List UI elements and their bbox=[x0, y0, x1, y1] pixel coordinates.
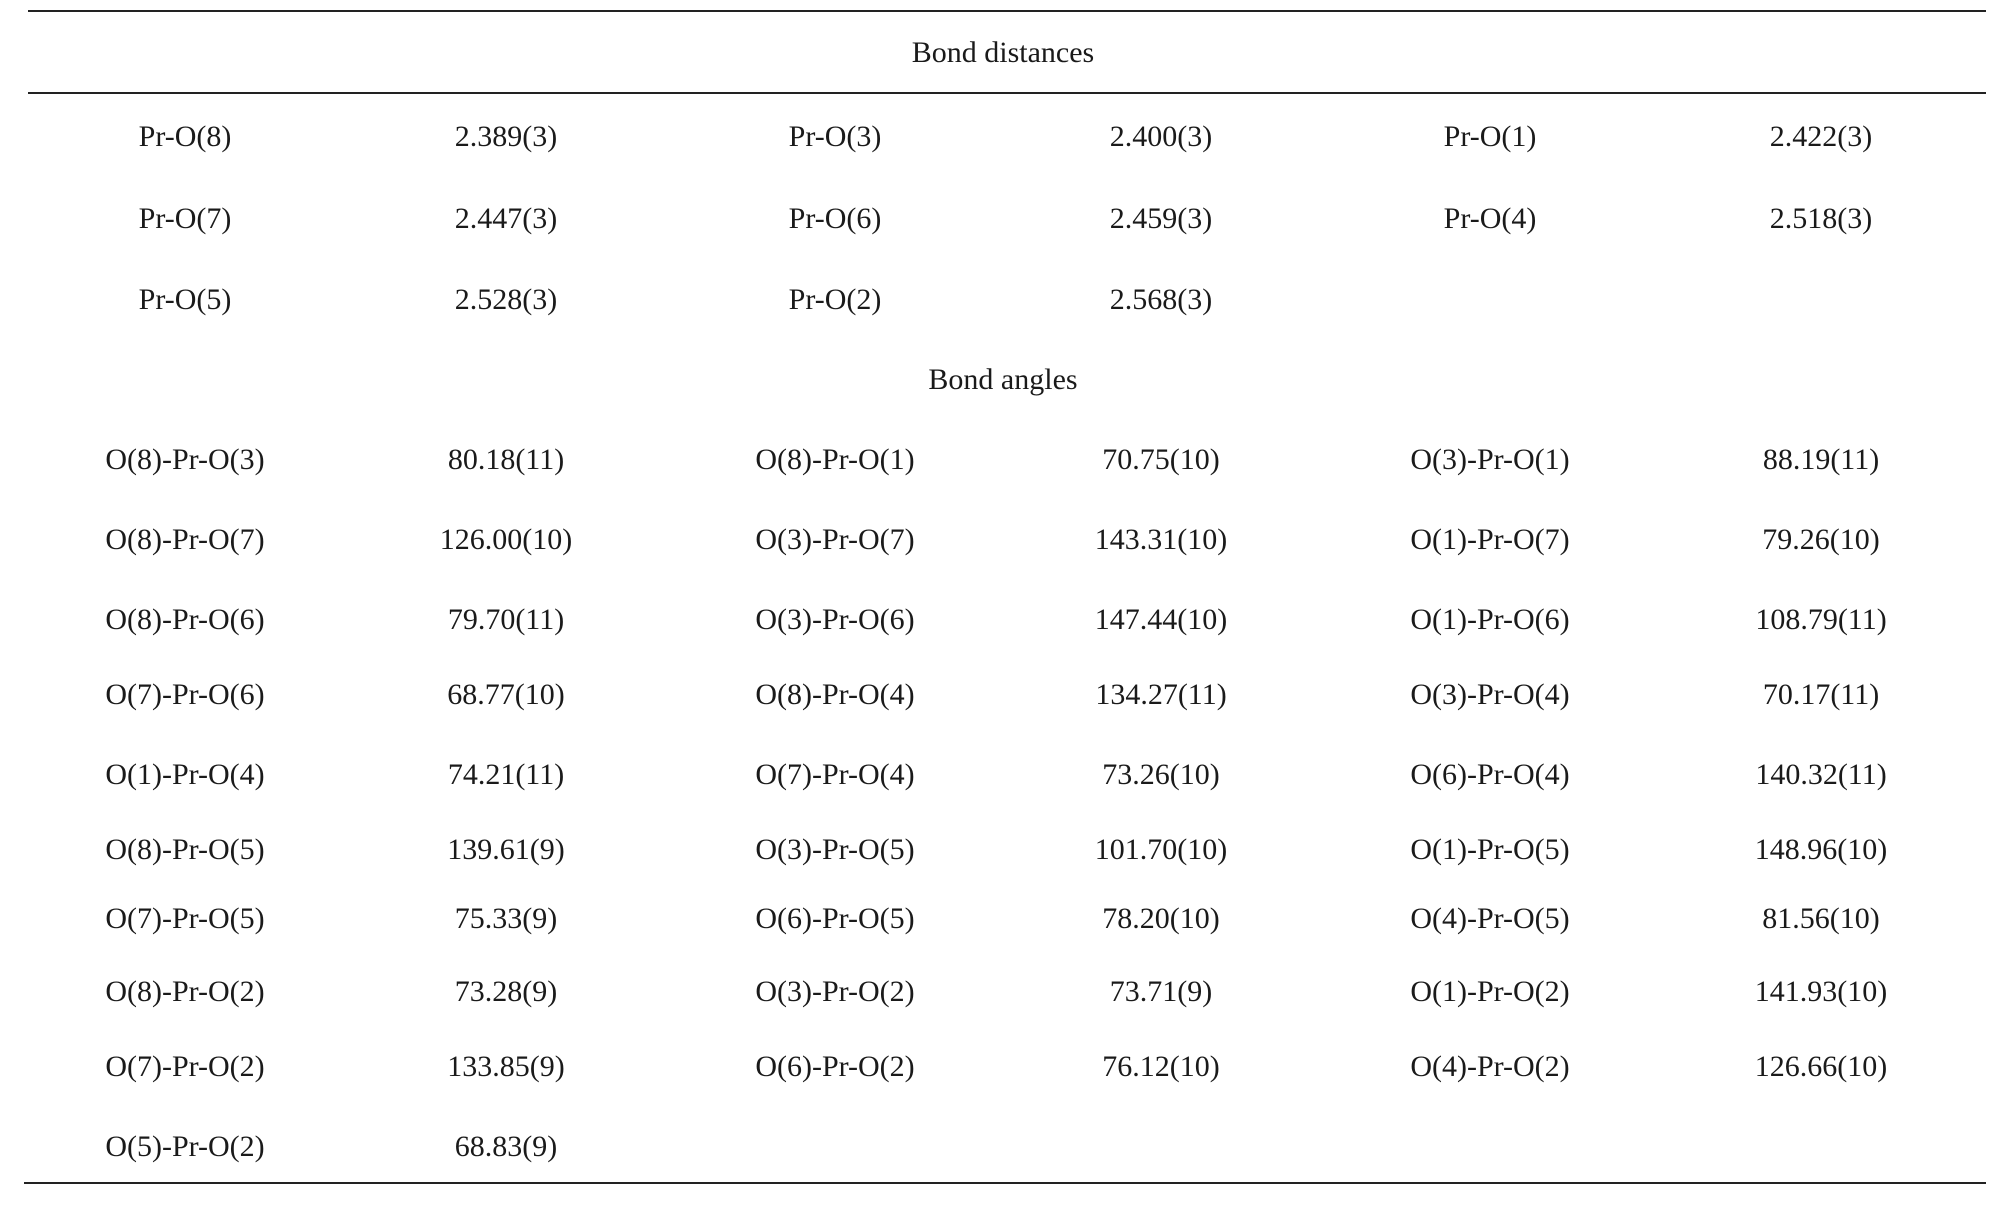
bond-angle-row bbox=[0, 600, 2006, 640]
bond-angle-value: 76.12(10) bbox=[1102, 1050, 1220, 1083]
bond-angle-value: 73.28(9) bbox=[454, 975, 558, 1008]
bond-distance-label: Pr-O(4) bbox=[1443, 202, 1537, 235]
bond-angle-label: O(1)-Pr-O(4) bbox=[105, 758, 265, 791]
bond-angle-row bbox=[0, 440, 2006, 480]
bond-angle-value: 134.27(11) bbox=[1095, 678, 1227, 711]
bond-angle-label: O(8)-Pr-O(3) bbox=[105, 443, 265, 476]
bond-angle-value: 68.83(9) bbox=[454, 1130, 558, 1163]
bond-angle-label: O(6)-Pr-O(4) bbox=[1410, 758, 1570, 791]
bond-distance-value: 2.389(3) bbox=[454, 120, 558, 153]
bond-angle-label: O(8)-Pr-O(5) bbox=[105, 833, 265, 866]
bond-angle-row bbox=[0, 675, 2006, 715]
bond-distance-label: Pr-O(1) bbox=[1443, 120, 1537, 153]
bond-angle-row bbox=[0, 1047, 2006, 1087]
bond-angle-label: O(6)-Pr-O(5) bbox=[755, 902, 915, 935]
bond-angle-row bbox=[0, 972, 2006, 1012]
bond-distances-heading: Bond distances bbox=[911, 36, 1095, 69]
bond-angle-label: O(6)-Pr-O(2) bbox=[755, 1050, 915, 1083]
bond-angle-label: O(8)-Pr-O(2) bbox=[105, 975, 265, 1008]
bond-angle-row bbox=[0, 755, 2006, 795]
bond-distance-row bbox=[0, 199, 2006, 239]
bond-angle-label: O(4)-Pr-O(2) bbox=[1410, 1050, 1570, 1083]
bond-angle-value: 88.19(11) bbox=[1762, 443, 1880, 476]
table-bottom-rule bbox=[24, 1182, 1986, 1184]
bond-angle-row bbox=[0, 830, 2006, 870]
bond-distance-value: 2.568(3) bbox=[1109, 283, 1213, 316]
bond-angle-label: O(8)-Pr-O(1) bbox=[755, 443, 915, 476]
bond-angle-value: 80.18(11) bbox=[447, 443, 565, 476]
bond-angle-label: O(7)-Pr-O(6) bbox=[105, 678, 265, 711]
bond-distance-value: 2.528(3) bbox=[454, 283, 558, 316]
bond-distance-value: 2.447(3) bbox=[454, 202, 558, 235]
bond-angle-row bbox=[0, 899, 2006, 939]
bond-angle-value: 73.26(10) bbox=[1102, 758, 1220, 791]
bond-angle-value: 143.31(10) bbox=[1094, 523, 1228, 556]
bond-angle-label: O(7)-Pr-O(4) bbox=[755, 758, 915, 791]
bond-angle-row bbox=[0, 520, 2006, 560]
bond-angle-label: O(3)-Pr-O(5) bbox=[755, 833, 915, 866]
bond-angle-value: 133.85(9) bbox=[447, 1050, 565, 1083]
bond-angle-row bbox=[0, 1127, 2006, 1167]
bond-angle-label: O(3)-Pr-O(2) bbox=[755, 975, 915, 1008]
bond-angle-label: O(1)-Pr-O(2) bbox=[1410, 975, 1570, 1008]
bond-angle-value: 147.44(10) bbox=[1094, 603, 1228, 636]
bond-distance-row bbox=[0, 280, 2006, 320]
bond-angle-value: 141.93(10) bbox=[1754, 975, 1888, 1008]
table-header-rule bbox=[28, 92, 1986, 94]
bond-distance-value: 2.422(3) bbox=[1769, 120, 1873, 153]
bond-angle-label: O(8)-Pr-O(4) bbox=[755, 678, 915, 711]
bond-angle-label: O(5)-Pr-O(2) bbox=[105, 1130, 265, 1163]
bond-angle-label: O(3)-Pr-O(4) bbox=[1410, 678, 1570, 711]
bond-angle-value: 78.20(10) bbox=[1102, 902, 1220, 935]
bond-distance-label: Pr-O(5) bbox=[138, 283, 232, 316]
bond-angle-label: O(3)-Pr-O(7) bbox=[755, 523, 915, 556]
bond-angle-label: O(1)-Pr-O(6) bbox=[1410, 603, 1570, 636]
bond-angle-label: O(7)-Pr-O(2) bbox=[105, 1050, 265, 1083]
bond-angle-value: 70.17(11) bbox=[1762, 678, 1880, 711]
bond-angle-value: 126.66(10) bbox=[1754, 1050, 1888, 1083]
bond-distance-label: Pr-O(2) bbox=[788, 283, 882, 316]
bond-angle-label: O(3)-Pr-O(6) bbox=[755, 603, 915, 636]
bond-angle-value: 139.61(9) bbox=[447, 833, 565, 866]
bond-angle-value: 74.21(11) bbox=[447, 758, 565, 791]
bond-angle-label: O(7)-Pr-O(5) bbox=[105, 902, 265, 935]
bond-angle-label: O(4)-Pr-O(5) bbox=[1410, 902, 1570, 935]
bond-angle-value: 79.26(10) bbox=[1762, 523, 1880, 556]
bond-angle-label: O(3)-Pr-O(1) bbox=[1410, 443, 1570, 476]
bond-distance-value: 2.400(3) bbox=[1109, 120, 1213, 153]
bond-angle-value: 70.75(10) bbox=[1102, 443, 1220, 476]
bond-angle-value: 140.32(11) bbox=[1755, 758, 1887, 791]
bond-angle-label: O(8)-Pr-O(7) bbox=[105, 523, 265, 556]
bond-angle-value: 68.77(10) bbox=[447, 678, 565, 711]
bond-angle-value: 73.71(9) bbox=[1109, 975, 1213, 1008]
bond-distance-label: Pr-O(8) bbox=[138, 120, 232, 153]
table-top-rule bbox=[28, 10, 1986, 12]
bond-angle-value: 101.70(10) bbox=[1094, 833, 1228, 866]
bond-angle-value: 108.79(11) bbox=[1755, 603, 1887, 636]
bond-angles-heading: Bond angles bbox=[928, 363, 1078, 396]
bond-distance-label: Pr-O(7) bbox=[138, 202, 232, 235]
bond-angle-label: O(1)-Pr-O(7) bbox=[1410, 523, 1570, 556]
bond-distance-label: Pr-O(3) bbox=[788, 120, 882, 153]
bond-angle-label: O(8)-Pr-O(6) bbox=[105, 603, 265, 636]
bond-distance-value: 2.459(3) bbox=[1109, 202, 1213, 235]
bond-distance-label: Pr-O(6) bbox=[788, 202, 882, 235]
bond-angle-value: 81.56(10) bbox=[1762, 902, 1880, 935]
bond-distance-row bbox=[0, 117, 2006, 157]
bond-angle-label: O(1)-Pr-O(5) bbox=[1410, 833, 1570, 866]
bond-angle-value: 79.70(11) bbox=[447, 603, 565, 636]
bond-angle-value: 148.96(10) bbox=[1754, 833, 1888, 866]
bond-distance-value: 2.518(3) bbox=[1769, 202, 1873, 235]
bond-angle-value: 75.33(9) bbox=[454, 902, 558, 935]
bond-angle-value: 126.00(10) bbox=[439, 523, 573, 556]
